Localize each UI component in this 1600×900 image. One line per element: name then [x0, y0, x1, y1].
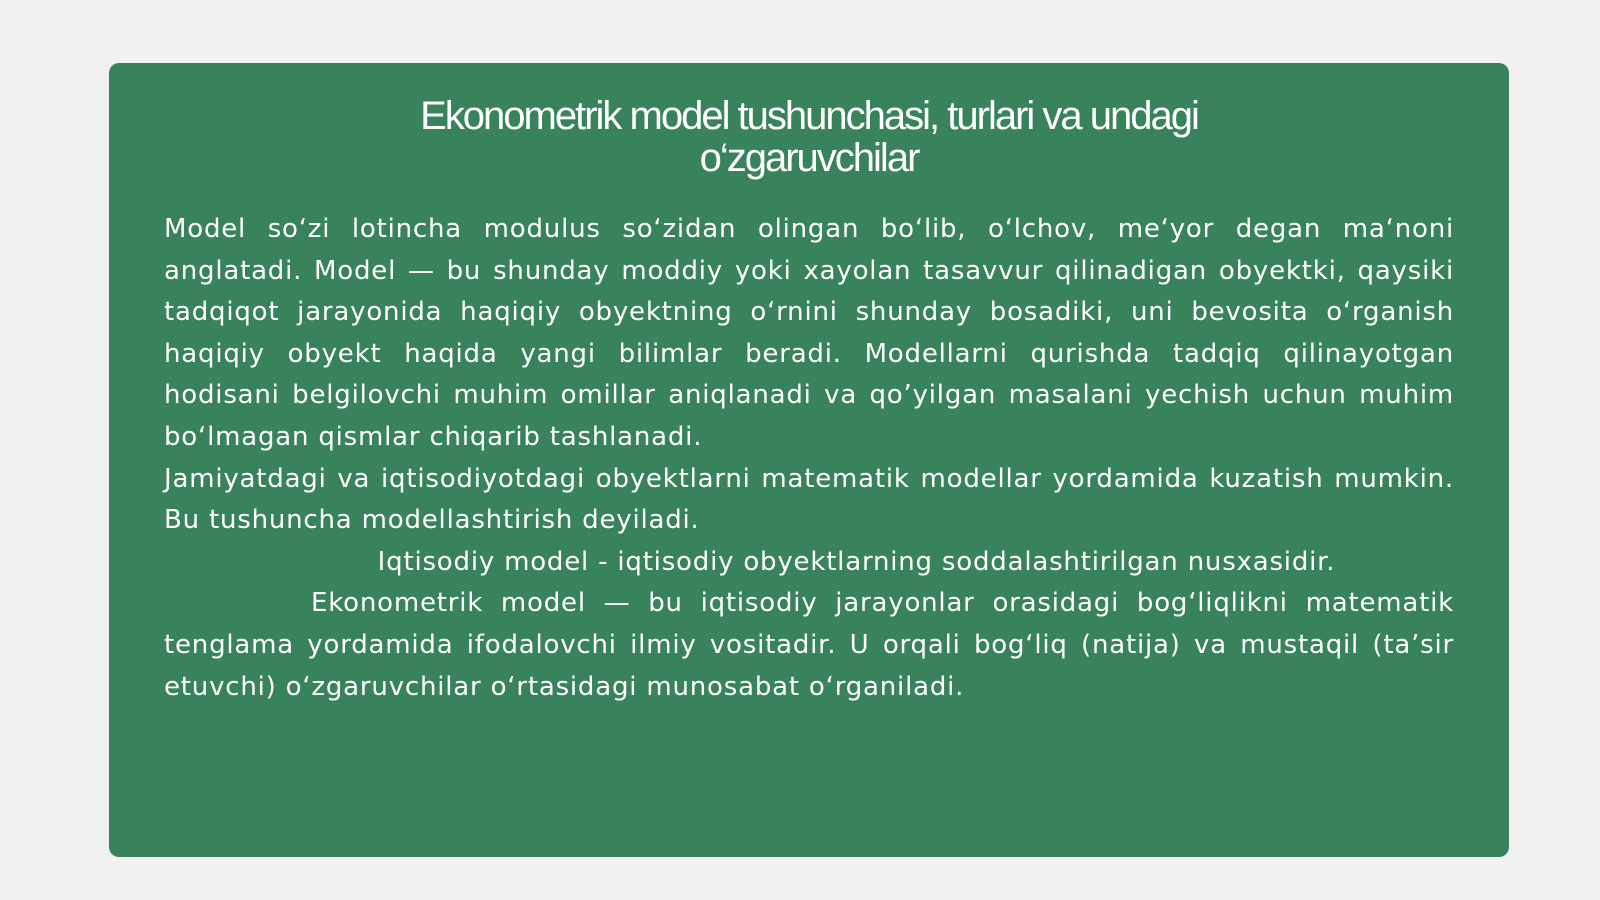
slide-title-line-2: o‘zgaruvchilar — [699, 136, 919, 180]
paragraph-econometric-model: Ekonometrik model — bu iqtisodiy jarayonlar orasidagi bog‘liqlikni matematik tenglama yordamida ifodalovchi ilmiy vositadir. U orqali bog‘liq (natija) va mustaqil (ta’sir etuvchi) o‘zgaruvchilar o‘rtasidagi munosabat o‘rganiladi. — [164, 588, 1454, 702]
paragraph-model-definition: Model so‘zi lotincha modulus so‘zidan olingan bo‘lib, o‘lchov, me‘yor degan ma‘noni anglatadi. Model — bu shunday moddiy yoki xayolan tasavvur qilinadigan obyektki, qaysiki tadqiqot jarayonida haqiqiy obyektning o‘rnini shunday bosadiki, uni bevosita o‘rganish haqiqiy obyekt haqida yangi bilimlar beradi. Modellarni qurishda tadqiq qilinayotgan hodisani belgilovchi muhim omillar aniqlanadi va qo’yilgan masalani yechish uchun muhim bo‘lmagan qismlar chiqarib tashlanadi. — [164, 214, 1454, 452]
slide-title — [109, 95, 1509, 179]
paragraph-economic-model: Iqtisodiy model - iqtisodiy obyektlarning soddalashtirilgan nusxasidir. — [377, 546, 1336, 577]
slide-title-line-1: Ekonometrik model tushunchasi, turlari va undagi — [420, 94, 1198, 138]
content-card — [109, 63, 1509, 857]
paragraph-modelling: Jamiyatdagi va iqtisodiyotdagi obyektlarni matematik modellar yordamida kuzatish mumkin. Bu tushuncha modellashtirish deyiladi. — [164, 463, 1454, 536]
slide-body — [164, 209, 1454, 708]
